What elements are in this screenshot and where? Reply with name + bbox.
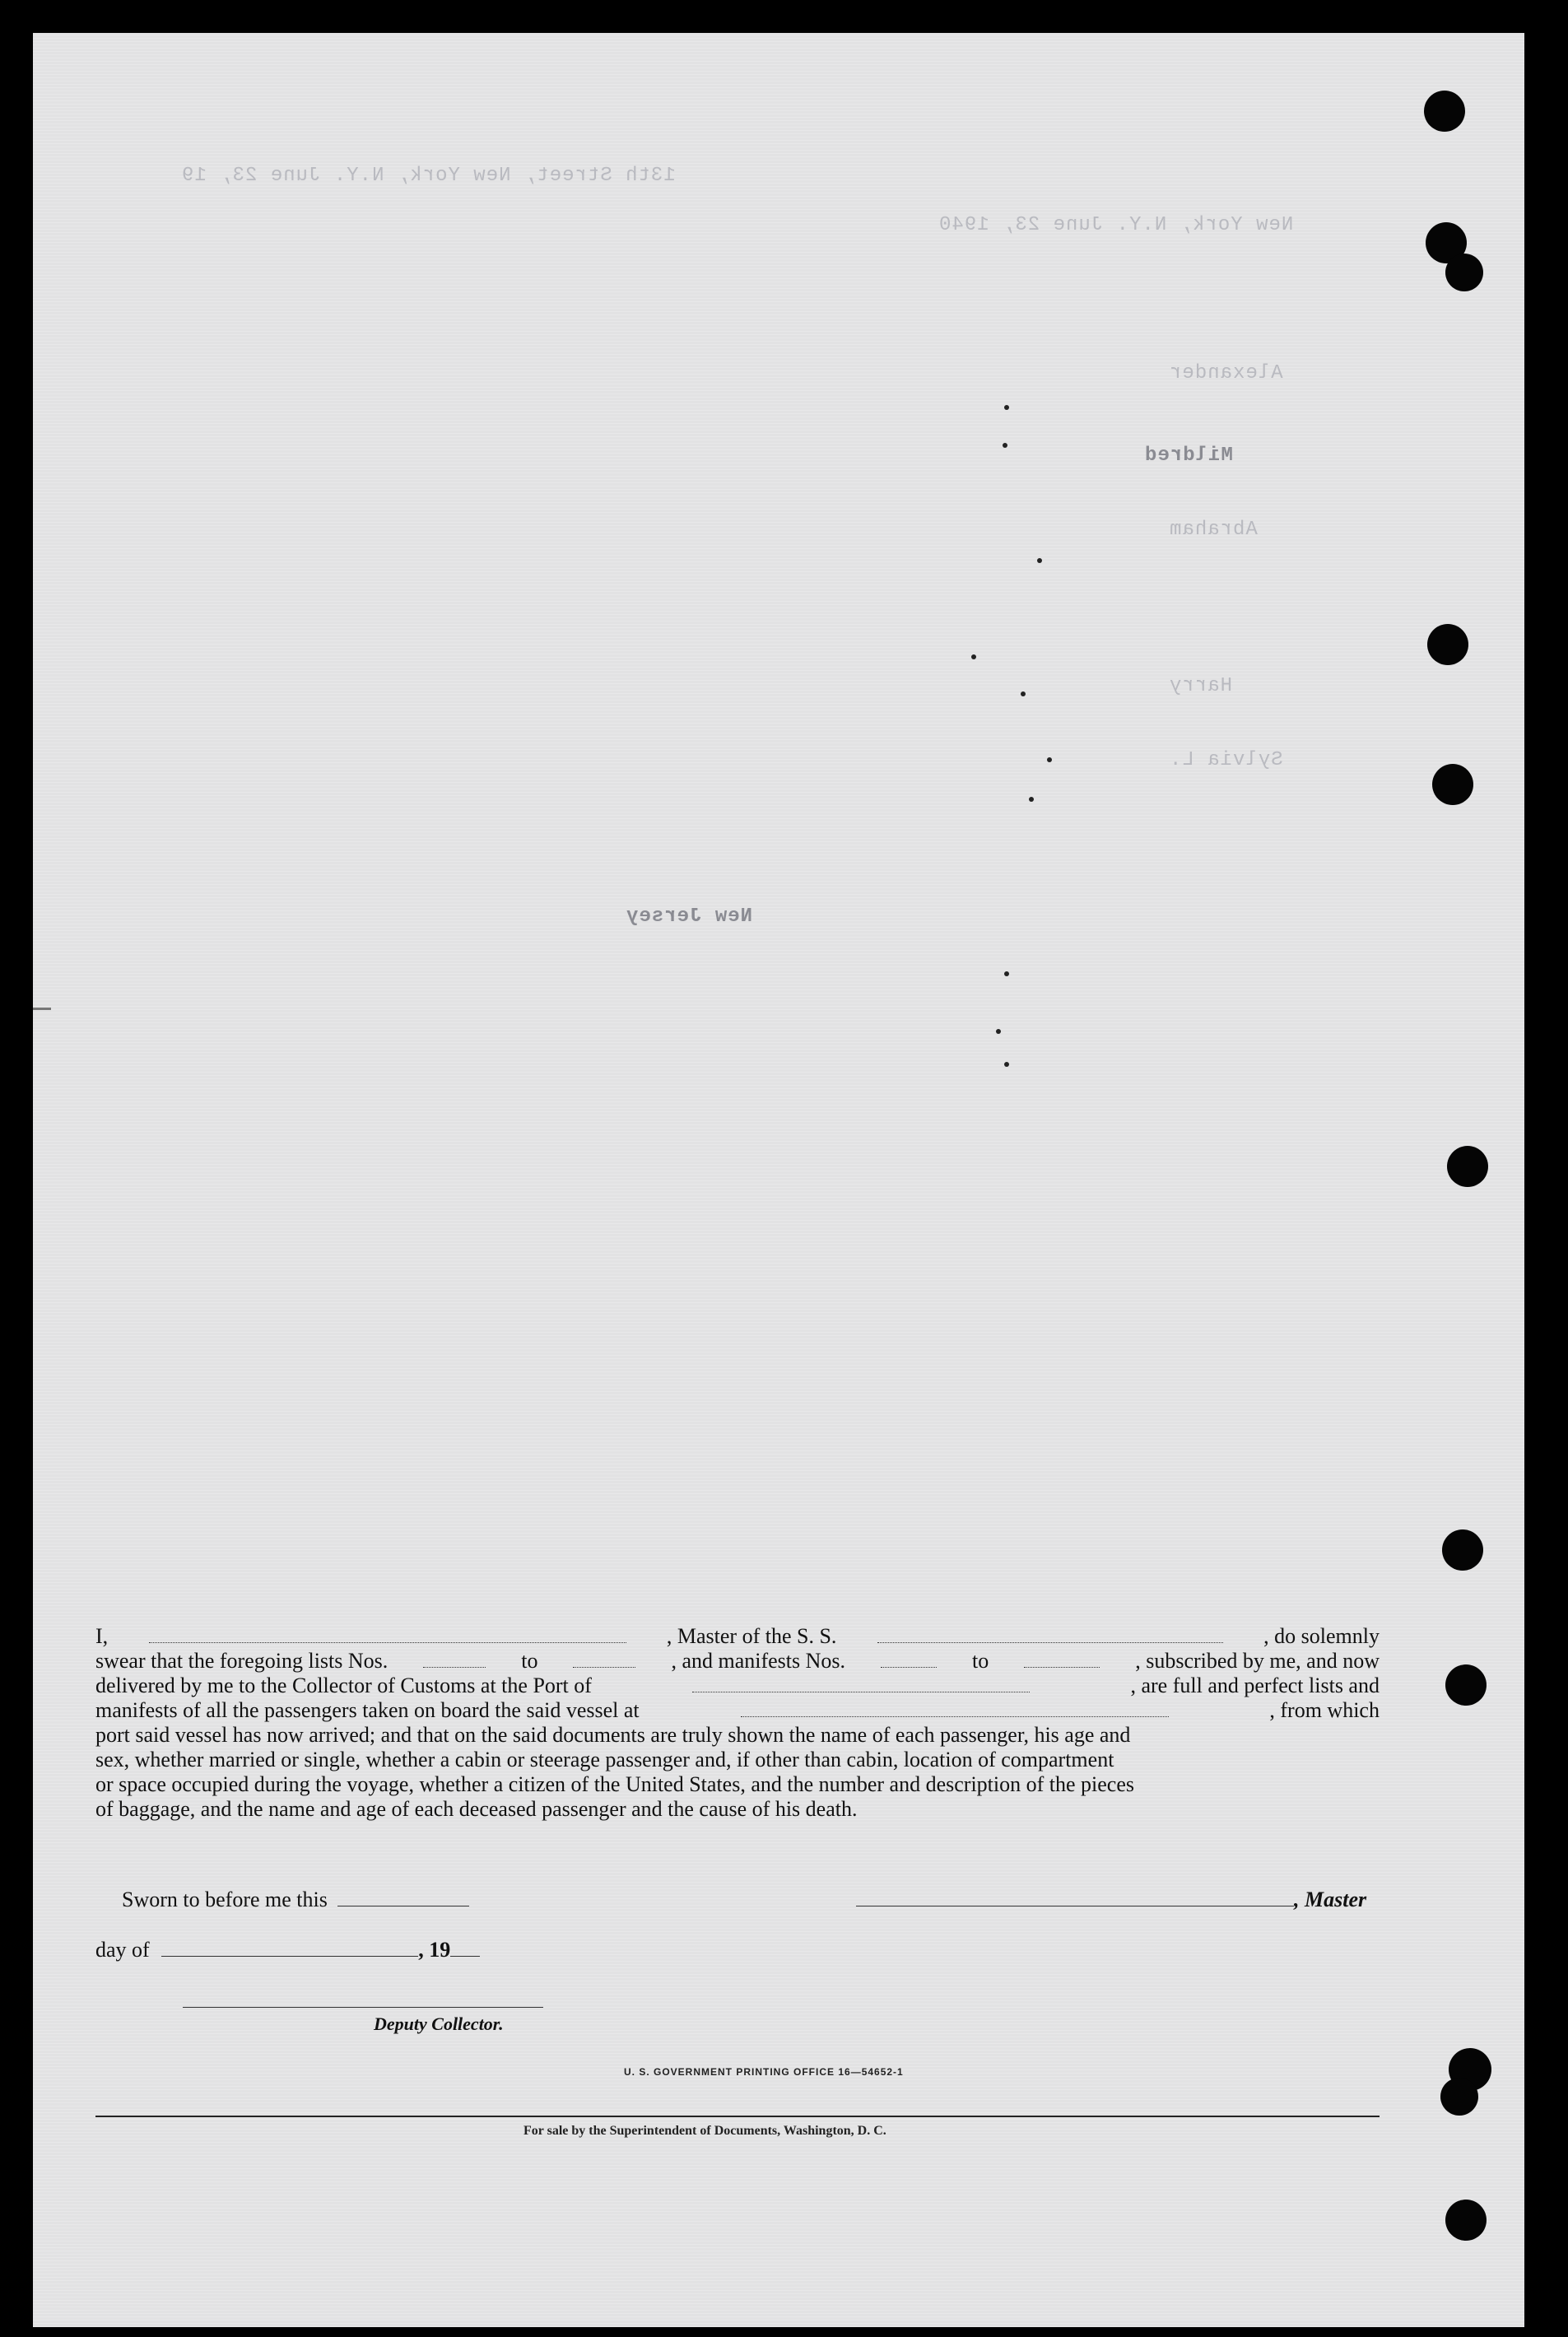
punch-hole — [1432, 764, 1473, 805]
master-label: , Master — [1294, 1888, 1367, 1911]
oath-text: of baggage, and the name and age of each deceased passenger and the cause of his death. — [95, 1797, 858, 1821]
oath-line — [95, 1698, 1380, 1723]
ink-speck — [1004, 1062, 1009, 1067]
oath-text: or space occupied during the voyage, whether a citizen of the United States, and the number and description of the pieces — [95, 1772, 1135, 1796]
oath-text: , and manifests Nos. — [671, 1649, 846, 1673]
oath-line — [95, 1723, 1380, 1748]
oath-text: , are full and perfect lists and — [1130, 1674, 1380, 1697]
oath-line — [95, 1674, 1380, 1698]
month-blank — [161, 1941, 418, 1957]
ink-speck — [1003, 443, 1007, 448]
punch-hole — [1445, 254, 1483, 291]
ink-speck — [996, 1029, 1001, 1034]
year-blank — [450, 1941, 480, 1957]
document-page — [33, 33, 1524, 2327]
ink-speck — [1021, 691, 1026, 696]
oath-text: swear that the foregoing lists Nos. — [95, 1649, 389, 1673]
oath-text: , Master of the S. S. — [666, 1624, 837, 1648]
master-signature — [856, 1888, 1366, 1912]
day-line — [95, 1938, 480, 1962]
sworn-date-blank — [337, 1891, 469, 1906]
oath-text: sex, whether married or single, whether a cabin or steerage passenger and, if other than cabin, location of compartment — [95, 1748, 1114, 1771]
ink-speck — [1004, 971, 1009, 976]
oath-text: , from which — [1269, 1698, 1380, 1722]
oath-line — [95, 1748, 1380, 1772]
oath-text: port said vessel has now arrived; and that on the said documents are truly shown the name of each passenger, his age and — [95, 1723, 1131, 1747]
bleed-through-text — [33, 33, 1524, 1185]
vessel-name-blank — [877, 1626, 1223, 1643]
punch-hole — [1427, 624, 1468, 665]
ghost-line: Harry — [1169, 675, 1233, 697]
oath-line — [95, 1797, 1380, 1822]
sworn-line — [122, 1888, 469, 1912]
punch-hole — [1445, 2200, 1487, 2241]
oath-paragraph — [95, 1624, 1380, 1822]
ghost-line: 13th Street, New York, N.Y. June 23, 19 — [181, 165, 676, 187]
oath-text: , subscribed by me, and now — [1135, 1649, 1380, 1673]
printer-imprint: U. S. GOVERNMENT PRINTING OFFICE 16—54652-1 — [624, 2066, 904, 2078]
deputy-collector-label: Deputy Collector. — [374, 2013, 504, 2034]
oath-line — [95, 1649, 1380, 1674]
year-prefix: , 19 — [418, 1938, 451, 1962]
day-of-label: day of — [95, 1938, 150, 1962]
oath-line — [95, 1772, 1380, 1797]
punch-hole — [1447, 1146, 1488, 1187]
ghost-line: Alexander — [1169, 362, 1283, 384]
ink-speck — [1037, 558, 1042, 563]
sale-notice: For sale by the Superintendent of Documents, Washington, D. C. — [523, 2124, 886, 2138]
ghost-line: Mildred — [1144, 445, 1233, 467]
sworn-label: Sworn to before me this — [122, 1888, 328, 1911]
punch-hole — [1440, 2078, 1478, 2116]
lists-to-blank — [573, 1650, 635, 1668]
oath-text: to — [972, 1649, 989, 1673]
ghost-line: New York, N.Y. June 23, 1940 — [938, 214, 1294, 236]
oath-text: delivered by me to the Collector of Customs at the Port of — [95, 1674, 592, 1697]
manifests-to-blank — [1024, 1650, 1100, 1668]
master-name-blank — [149, 1626, 626, 1643]
ghost-line: Sylvia L. — [1169, 749, 1283, 771]
oath-text: , do solemnly — [1263, 1624, 1380, 1648]
footer-rule — [95, 2116, 1380, 2117]
master-signature-blank — [856, 1891, 1294, 1906]
ghost-line: Abraham — [1169, 519, 1258, 541]
manifests-from-blank — [881, 1650, 937, 1668]
oath-text: I, — [95, 1624, 109, 1648]
port-blank — [692, 1675, 1030, 1692]
punch-hole — [1442, 1529, 1483, 1571]
ink-speck — [971, 654, 976, 659]
lists-from-blank — [423, 1650, 486, 1668]
ghost-line: New Jersey — [626, 905, 753, 928]
departure-port-blank — [741, 1700, 1169, 1717]
punch-hole — [1424, 91, 1465, 132]
punch-hole — [1445, 1664, 1487, 1706]
ink-speck — [1047, 757, 1052, 762]
deputy-signature-line — [183, 2007, 543, 2008]
oath-line — [95, 1624, 1380, 1649]
ink-speck — [1029, 797, 1034, 802]
oath-text: manifests of all the passengers taken on board the said vessel at — [95, 1698, 640, 1722]
ink-speck — [1004, 405, 1009, 410]
oath-text: to — [521, 1649, 538, 1673]
